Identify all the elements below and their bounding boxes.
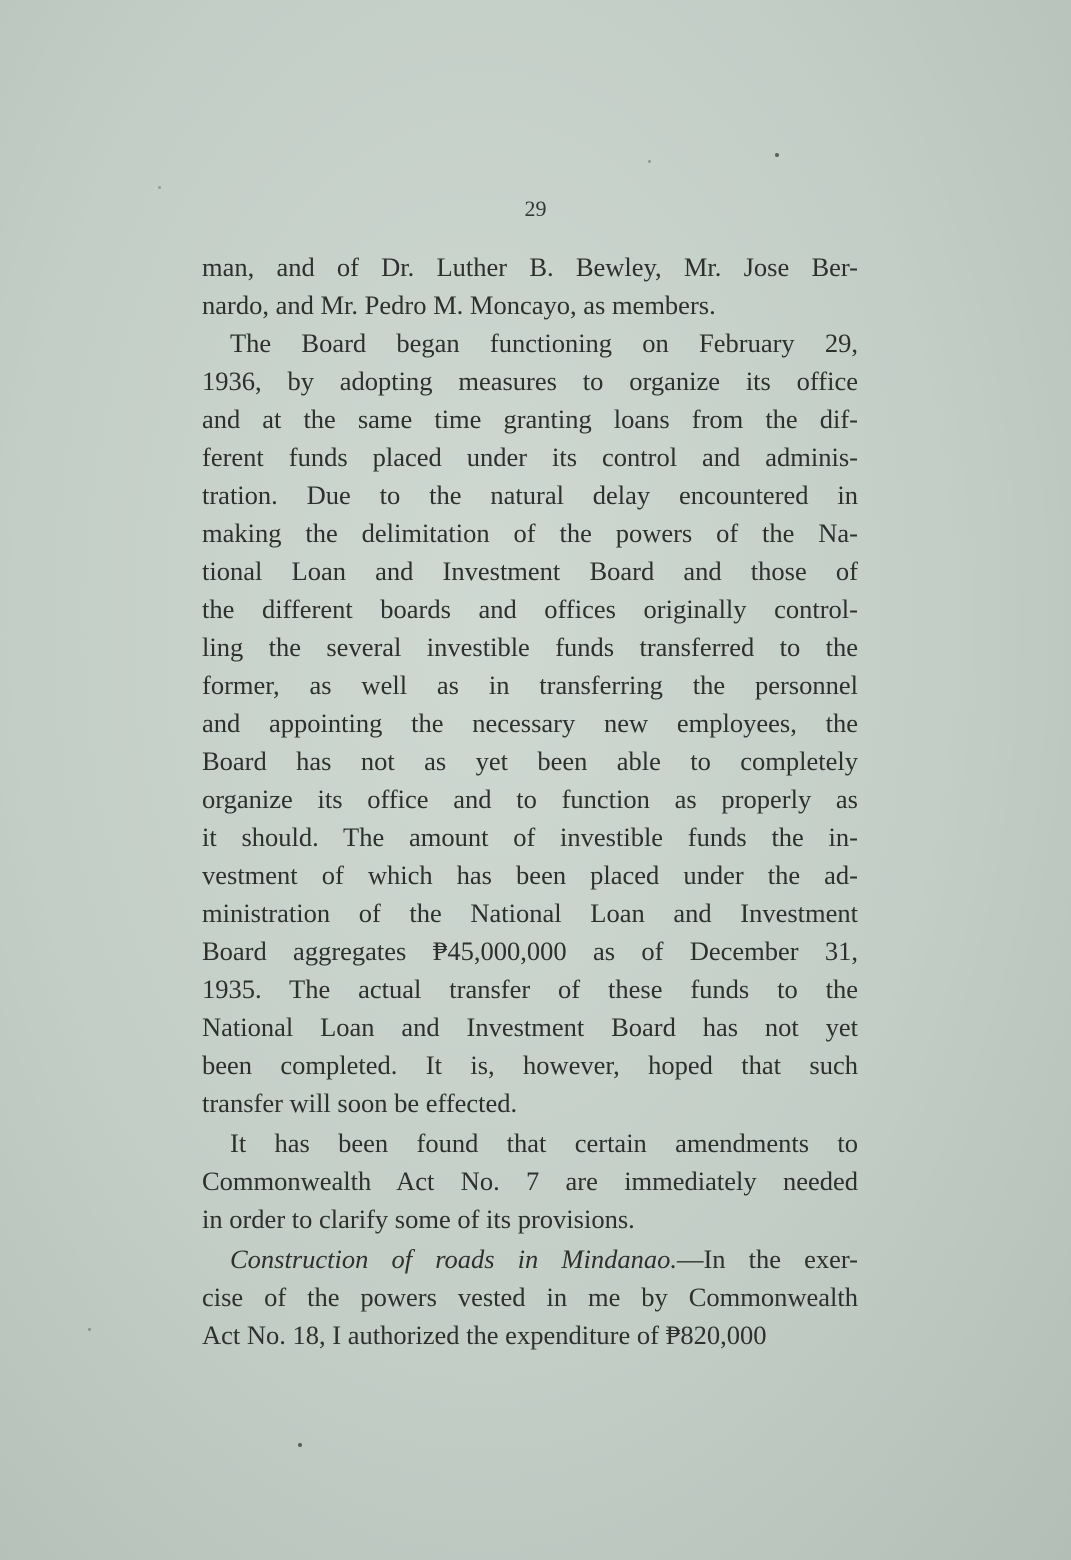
paper-speck: [775, 153, 779, 157]
text-line: in order to clarify some of its provisions.: [202, 1204, 635, 1234]
text-line: Commonwealth Act No. 7 are immediately needed: [202, 1166, 858, 1196]
text-line: 1936, by adopting measures to organize its office: [202, 366, 858, 396]
section-heading: Construction of roads in Mindanao.: [230, 1244, 677, 1274]
text-line: tional Loan and Investment Board and those of: [202, 556, 858, 586]
paper-speck: [88, 1328, 91, 1331]
text-line: ling the several investible funds transferred to the: [202, 632, 858, 662]
text-line: 1935. The actual transfer of these funds to the: [202, 974, 858, 1004]
page-number: 29: [524, 196, 547, 221]
text-line: transfer will soon be effected.: [202, 1088, 518, 1118]
text-line: ferent funds placed under its control and adminis-: [202, 442, 858, 472]
text-line: National Loan and Investment Board has not yet: [202, 1012, 858, 1042]
text-line: Board has not as yet been able to completely: [202, 746, 858, 776]
text-line: ministration of the National Loan and Investment: [202, 898, 858, 928]
text-line: making the delimitation of the powers of the Na-: [202, 518, 858, 548]
paragraph-start-line: It has been found that certain amendments to: [230, 1128, 858, 1158]
section-heading-continuation: —In the exer-: [676, 1244, 858, 1274]
paper-speck: [648, 160, 651, 163]
paragraph-start-line: The Board began functioning on February 29,: [230, 328, 858, 358]
text-line: tration. Due to the natural delay encountered in: [202, 480, 858, 510]
text-line: organize its office and to function as properly as: [202, 784, 858, 814]
text-line: nardo, and Mr. Pedro M. Moncayo, as members.: [202, 290, 716, 320]
text-line: cise of the powers vested in me by Commonwealth: [202, 1282, 858, 1312]
text-line: the different boards and offices originally control-: [202, 594, 858, 624]
section-heading-line: [230, 1240, 858, 1278]
text-line: Act No. 18, I authorized the expenditure of ₱820,000: [202, 1320, 767, 1350]
text-line: vestment of which has been placed under the ad-: [202, 860, 858, 890]
text-line: man, and of Dr. Luther B. Bewley, Mr. Jose Ber-: [202, 252, 858, 282]
text-line: been completed. It is, however, hoped that such: [202, 1050, 858, 1080]
text-line: former, as well as in transferring the personnel: [202, 670, 858, 700]
text-line: Board aggregates ₱45,000,000 as of December 31,: [202, 936, 858, 966]
paper-speck: [158, 186, 161, 189]
paper-speck: [298, 1443, 302, 1447]
text-line: and at the same time granting loans from the dif-: [202, 404, 858, 434]
text-line: it should. The amount of investible funds the in-: [202, 822, 858, 852]
text-line: and appointing the necessary new employees, the: [202, 708, 858, 738]
